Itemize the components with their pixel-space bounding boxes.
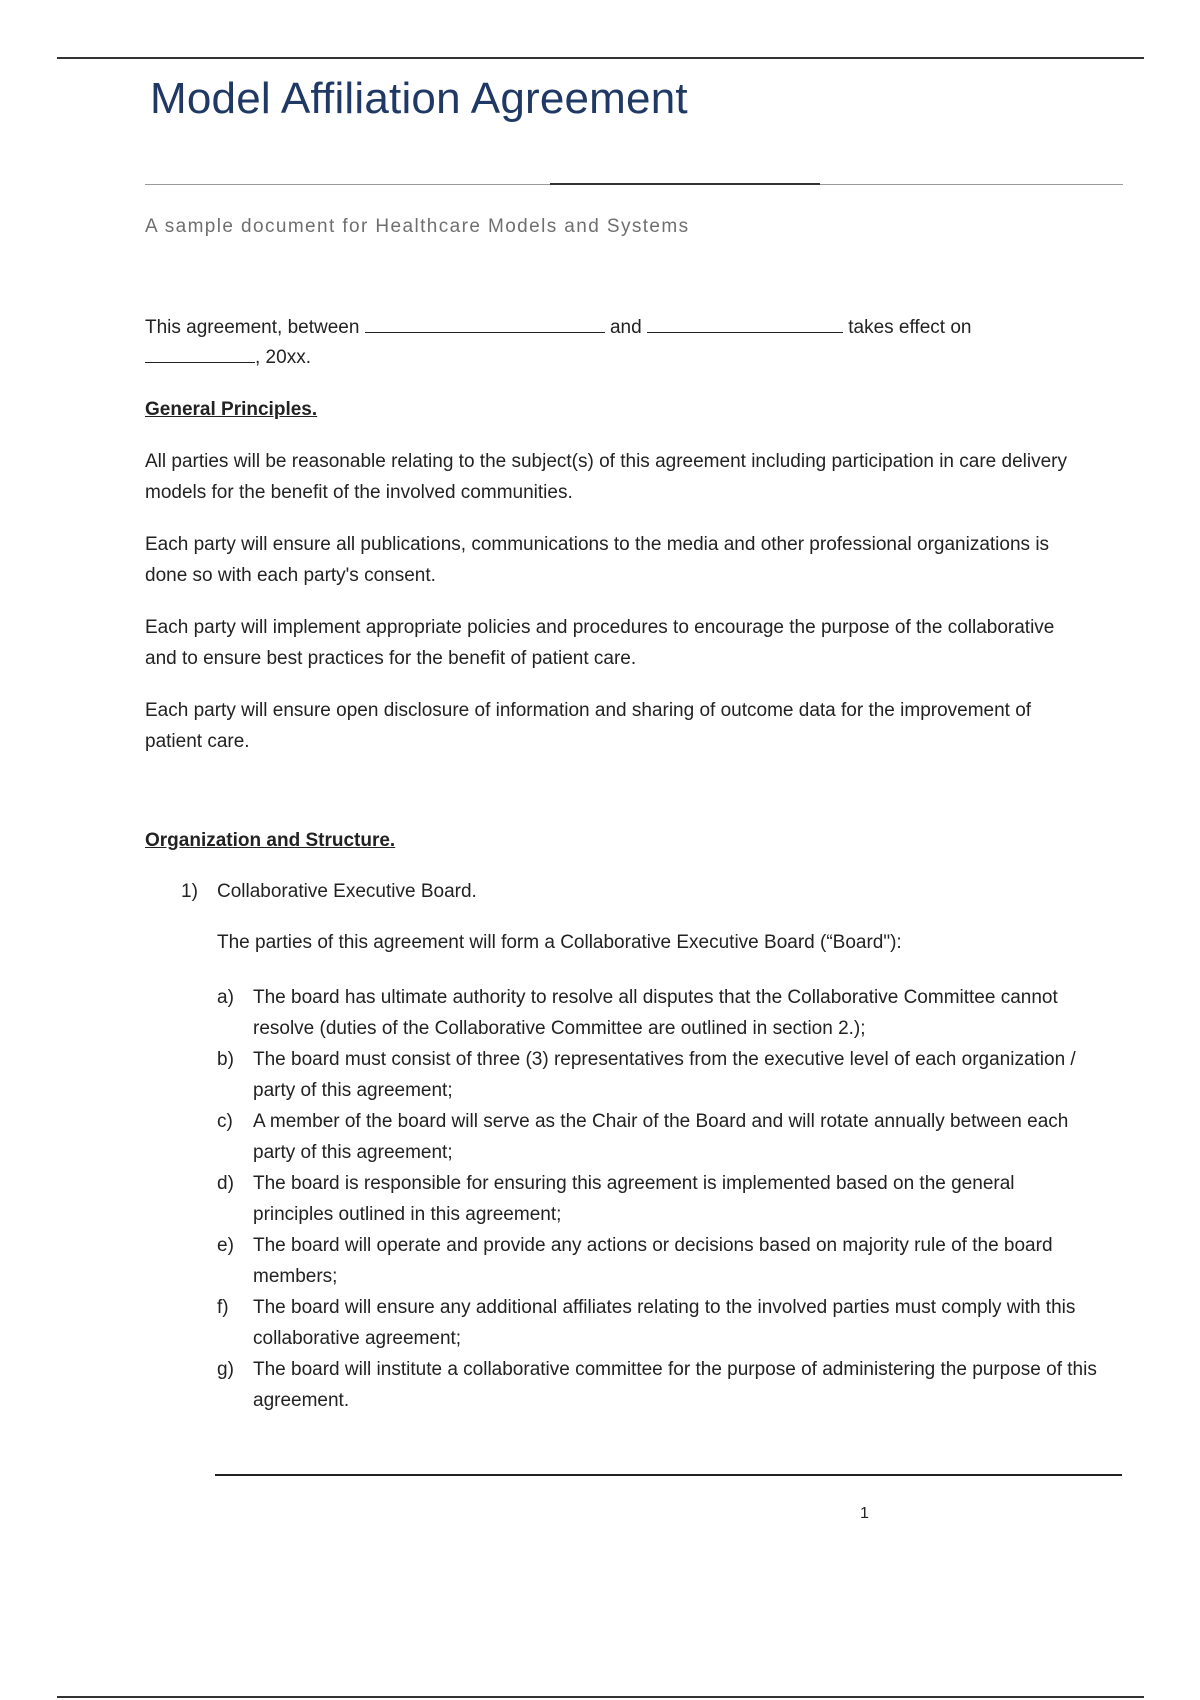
party-two-blank (647, 314, 843, 333)
board-intro: The parties of this agreement will form a Collaborative Executive Board (“Board"): (217, 932, 902, 953)
list-letter: c) (217, 1111, 233, 1132)
item-number: 1) (181, 881, 198, 902)
board-duties-list (217, 982, 1097, 1416)
page-top-border (57, 57, 1144, 59)
principle-paragraph: Each party will implement appropriate policies and procedures to encourage the purpose of the collaborative and to ensure best practices for the benefit of patient care. (145, 617, 1055, 669)
list-text: The board must consist of three (3) representatives from the executive level of each organization / party of this agreement; (253, 1049, 1076, 1101)
list-item (217, 1292, 1097, 1354)
list-item (217, 1044, 1097, 1106)
page-bottom-border (57, 1696, 1144, 1698)
general-principles-heading: General Principles. (145, 399, 318, 420)
principle-paragraph: All parties will be reasonable relating to the subject(s) of this agreement including participation in care delivery models for the benefit of the involved communities. (145, 451, 1067, 503)
page-number: 1 (860, 1505, 869, 1522)
list-text: The board will institute a collaborative committee for the purpose of administering the purpose of this agreement. (253, 1359, 1097, 1411)
list-item (217, 1230, 1097, 1292)
general-principles-section (145, 446, 1085, 778)
list-item (217, 1168, 1097, 1230)
intro-and: and (604, 317, 647, 338)
principle-paragraph: Each party will ensure all publications, communications to the media and other professional organizations is done so with each party's consent. (145, 534, 1050, 586)
organization-structure-heading: Organization and Structure. (145, 830, 396, 851)
list-letter: b) (217, 1049, 234, 1070)
list-item (217, 1106, 1097, 1168)
document-subtitle: A sample document for Healthcare Models and Systems (145, 216, 690, 237)
list-letter: g) (217, 1359, 234, 1380)
list-text: The board has ultimate authority to resolve all disputes that the Collaborative Committee cannot resolve (duties of the Collaborative Committee are outlined in section 2.); (253, 987, 1058, 1039)
intro-year: , 20xx. (255, 347, 311, 368)
list-letter: e) (217, 1235, 234, 1256)
list-letter: f) (217, 1297, 229, 1318)
footer-divider (215, 1474, 1122, 1476)
list-item (217, 1354, 1097, 1416)
list-item (217, 982, 1097, 1044)
list-text: The board is responsible for ensuring this agreement is implemented based on the general principles outlined in this agreement; (253, 1173, 1015, 1225)
board-item-title (181, 881, 477, 903)
list-text: The board will ensure any additional affiliates relating to the involved parties must comply with this collaborative agreement; (253, 1297, 1076, 1349)
date-blank (145, 344, 255, 363)
title-divider-accent (550, 183, 820, 185)
intro-takes-effect: takes effect on (842, 317, 972, 338)
intro-prefix: This agreement, between (145, 317, 365, 338)
principle-paragraph: Each party will ensure open disclosure of information and sharing of outcome data for the improvement of patient care. (145, 700, 1032, 752)
document-title: Model Affiliation Agreement (150, 74, 688, 123)
list-text: A member of the board will serve as the Chair of the Board and will rotate annually between each party of this agreement; (253, 1111, 1069, 1163)
list-text: The board will operate and provide any actions or decisions based on majority rule of the board members; (253, 1235, 1053, 1287)
party-one-blank (365, 314, 605, 333)
item-title-text: Collaborative Executive Board. (217, 881, 477, 902)
list-letter: a) (217, 987, 234, 1008)
list-letter: d) (217, 1173, 234, 1194)
agreement-intro (145, 313, 971, 373)
